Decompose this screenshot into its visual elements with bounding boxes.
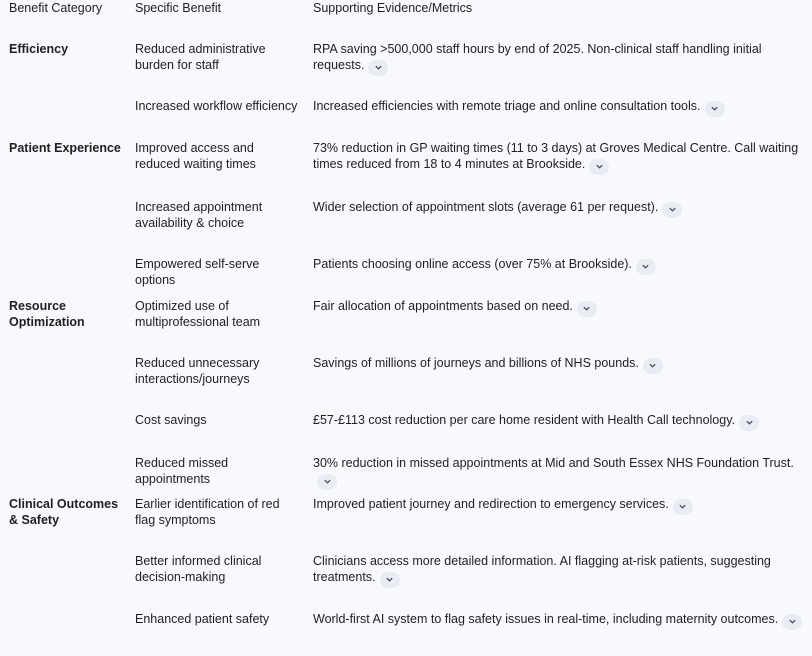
evidence-cell: [313, 41, 805, 76]
evidence-cell: [313, 611, 805, 630]
benefit-cell: Enhanced patient safety: [135, 612, 270, 626]
evidence-text: RPA saving >500,000 staff hours by end of 2025. Non-clinical staff handling initial requests.: [313, 42, 762, 72]
expand-chevron-button[interactable]: [317, 474, 337, 490]
category-cell: Resource Optimization: [9, 299, 85, 329]
expand-chevron-button[interactable]: [739, 415, 759, 431]
benefit-cell: Earlier identification of red flag symptoms: [135, 497, 280, 527]
evidence-cell: [313, 412, 805, 431]
benefit-cell: Reduced missed appointments: [135, 456, 229, 486]
category-cell: Clinical Outcomes & Safety: [9, 497, 119, 527]
header-benefit-category: Benefit Category: [9, 1, 103, 15]
benefit-cell: Better informed clinical decision-making: [135, 554, 262, 584]
chevron-down-icon: [710, 104, 719, 113]
category-cell: Efficiency: [9, 42, 69, 56]
evidence-cell: [313, 553, 805, 588]
category-cell: Patient Experience: [9, 141, 121, 155]
evidence-cell: [313, 199, 805, 218]
chevron-down-icon: [374, 63, 383, 72]
evidence-cell: [313, 98, 805, 117]
chevron-down-icon: [648, 361, 657, 370]
evidence-cell: [313, 298, 805, 317]
chevron-down-icon: [323, 477, 332, 486]
evidence-text: Increased efficiencies with remote triage and online consultation tools.: [313, 99, 701, 113]
benefit-cell: Reduced administrative burden for staff: [135, 42, 266, 72]
expand-chevron-button[interactable]: [380, 572, 400, 588]
chevron-down-icon: [385, 575, 394, 584]
expand-chevron-button[interactable]: [636, 259, 656, 275]
evidence-cell: [313, 355, 805, 374]
expand-chevron-button[interactable]: [705, 101, 725, 117]
expand-chevron-button[interactable]: [368, 60, 388, 76]
header-supporting-evidence: Supporting Evidence/Metrics: [313, 1, 473, 15]
evidence-text: Wider selection of appointment slots (average 61 per request).: [313, 200, 659, 214]
header-specific-benefit: Specific Benefit: [135, 1, 222, 15]
evidence-text: Improved patient journey and redirection to emergency services.: [313, 497, 669, 511]
benefit-cell: Increased workflow efficiency: [135, 99, 298, 113]
evidence-text: Fair allocation of appointments based on need.: [313, 299, 573, 313]
evidence-cell: [313, 256, 805, 275]
chevron-down-icon: [641, 262, 650, 271]
chevron-down-icon: [678, 502, 687, 511]
benefit-cell: Increased appointment availability & choice: [135, 200, 263, 230]
expand-chevron-button[interactable]: [662, 202, 682, 218]
expand-chevron-button[interactable]: [782, 614, 802, 630]
evidence-text: £57-£113 cost reduction per care home resident with Health Call technology.: [313, 413, 735, 427]
expand-chevron-button[interactable]: [673, 499, 693, 515]
benefit-cell: Empowered self-serve options: [135, 257, 260, 287]
evidence-text: Clinicians access more detailed information. AI flagging at-risk patients, suggesting treatments.: [313, 554, 771, 584]
benefit-cell: Optimized use of multiprofessional team: [135, 299, 261, 329]
benefit-cell: Improved access and reduced waiting times: [135, 141, 256, 171]
chevron-down-icon: [788, 617, 797, 626]
evidence-text: 30% reduction in missed appointments at Mid and South Essex NHS Foundation Trust.: [313, 456, 794, 470]
evidence-text: World-first AI system to flag safety issues in real-time, including maternity outcomes.: [313, 612, 779, 626]
expand-chevron-button[interactable]: [577, 301, 597, 317]
evidence-cell: [313, 455, 805, 490]
evidence-text: 73% reduction in GP waiting times (11 to 3 days) at Groves Medical Centre. Call waiting times reduced from 18 to 4 minutes at Brookside.: [313, 141, 799, 171]
chevron-down-icon: [595, 162, 604, 171]
expand-chevron-button[interactable]: [589, 159, 609, 175]
chevron-down-icon: [582, 304, 591, 313]
evidence-text: Savings of millions of journeys and billions of NHS pounds.: [313, 356, 639, 370]
expand-chevron-button[interactable]: [643, 358, 663, 374]
benefit-cell: Reduced unnecessary interactions/journeys: [135, 356, 260, 386]
evidence-text: Patients choosing online access (over 75% at Brookside).: [313, 257, 632, 271]
evidence-cell: [313, 496, 805, 515]
benefit-cell: Cost savings: [135, 413, 207, 427]
chevron-down-icon: [668, 205, 677, 214]
evidence-cell: [313, 140, 805, 175]
chevron-down-icon: [745, 418, 754, 427]
